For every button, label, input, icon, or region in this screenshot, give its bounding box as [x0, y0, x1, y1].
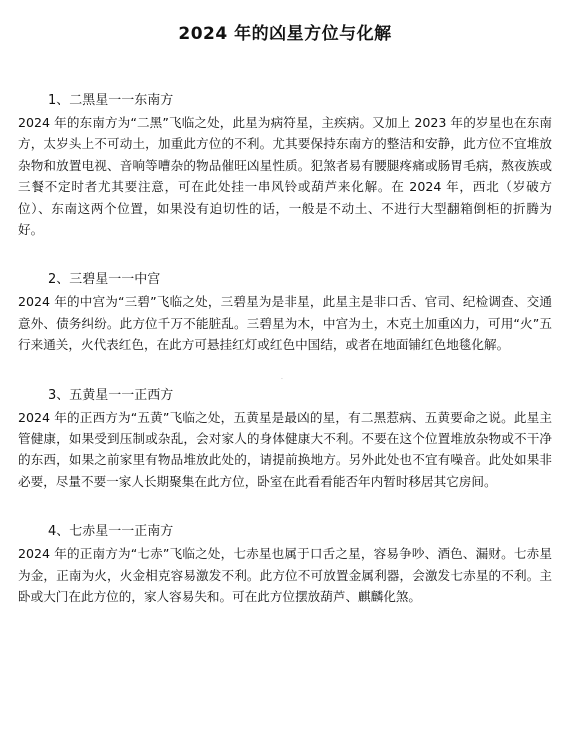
page-title: 2024 年的凶星方位与化解	[178, 24, 392, 44]
section-heading: 3、五黄星一一正西方	[48, 387, 174, 403]
section-body: 2024 年的正南方为“七赤”飞临之处，七赤星也属于口舌之星，容易争吵、酒色、漏财。七赤星为金，正南为火，火金相克容易激发不利。此方位不可放置金属利器，会激发七赤星的不利。主卧或大门在此方位的，家人容易失和。可在此方位摆放葫芦、麒麟化煞。	[18, 546, 552, 605]
stray-mark: ·	[281, 376, 283, 383]
section-heading: 2、三碧星一一中宫	[48, 272, 161, 288]
section-4	[18, 521, 552, 607]
section-1	[18, 90, 552, 240]
section-heading: 4、七赤星一一正南方	[48, 524, 174, 540]
section-body: 2024 年的东南方为“二黑”飞临之处，此星为病符星，主疾病。又加上 2023 年的岁星也在东南方，太岁头上不可动土，加重此方位的不利。尤其要保持东南方的整洁和安静，此方位不宜堆放杂物和放置电视、音响等嘈杂的物品催旺凶星性质。犯煞者易有腰腿疼痛或肠胃毛病，熬夜族或三餐不定时者尤其要注意，可在此处挂一串风铃或葫芦来化解。在 2024 年，西北（岁破方位）、东南这两个位置，如果没有迫切性的话，一般是不动土、不进行大型翻箱倒柜的折腾为好。	[18, 115, 552, 238]
section-3	[18, 385, 552, 493]
section-body: 2024 年的中宫为“三碧”飞临之处，三碧星为是非星，此星主是非口舌、官司、纪检调查、交通意外、债务纠纷。此方位千万不能脏乱。三碧星为木，中宫为土，木克土加重凶力，可用“火”五行来通关，火代表红色，在此方可悬挂红灯或红色中国结，或者在地面铺红色地毯化解。	[18, 294, 552, 353]
section-2	[18, 269, 552, 355]
section-heading: 1、二黑星一一东南方	[48, 93, 174, 108]
section-body: 2024 年的正西方为“五黄”飞临之处，五黄星是最凶的星，有二黑惹病、五黄要命之说。此星主管健康，如果受到压制或杂乱，会对家人的身体健康大不利。不要在这个位置堆放杂物或不干净的东西，如果之前家里有物品堆放此处的，请提前换地方。另外此处也不宜有噪音。此处如果非必要，尽量不要一家人长期聚集在此方位，卧室在此看看能否年内暂时移居其它房间。	[18, 409, 552, 489]
